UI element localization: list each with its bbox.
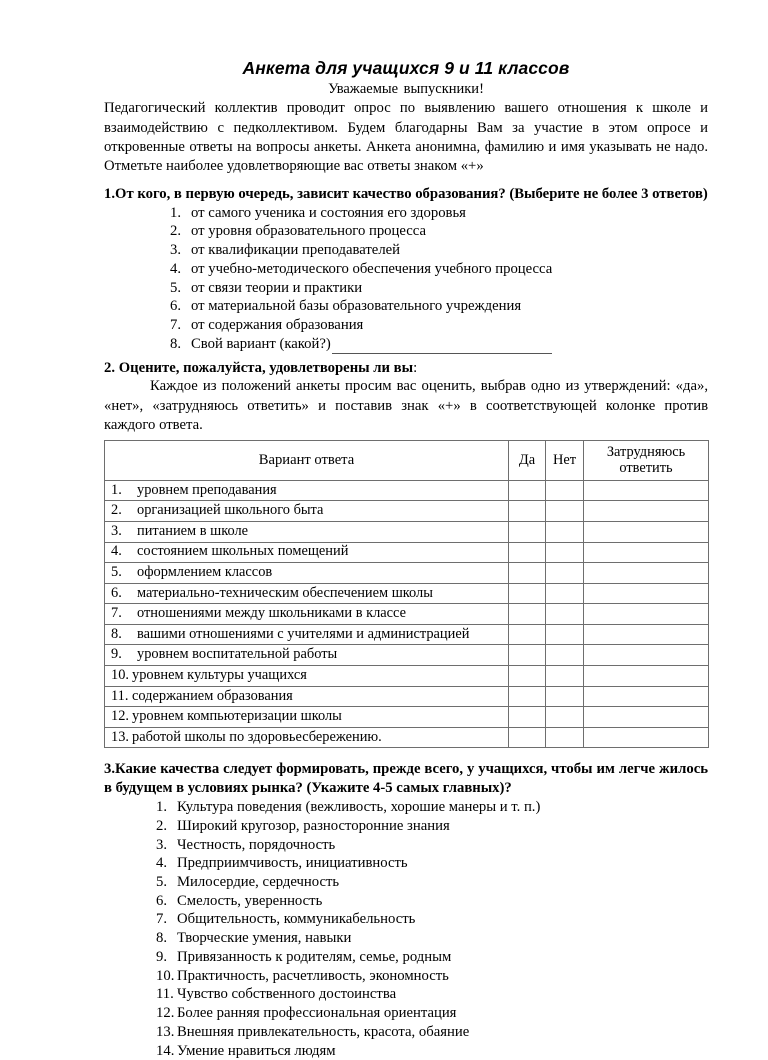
- row-number: 11.: [111, 687, 129, 704]
- row-text: уровнем компьютеризации школы: [132, 708, 342, 725]
- row-number: 1.: [111, 481, 122, 498]
- table-row: [105, 624, 709, 645]
- option-number: 6.: [156, 892, 168, 909]
- option-number: 6.: [170, 298, 182, 315]
- option-number: 5.: [170, 279, 182, 296]
- row-text: состоянием школьных помещений: [137, 543, 349, 560]
- checkbox-cell-hard[interactable]: [584, 501, 709, 522]
- own-variant-write-in-field[interactable]: [332, 339, 552, 354]
- list-item: [156, 817, 708, 836]
- checkbox-cell-no[interactable]: [546, 542, 584, 563]
- option-number: 7.: [156, 911, 168, 928]
- table-row: [105, 521, 709, 542]
- row-label: [105, 686, 509, 707]
- checkbox-cell-hard[interactable]: [584, 727, 709, 748]
- option-number: 9.: [156, 948, 168, 965]
- checkbox-cell-yes[interactable]: [509, 624, 546, 645]
- row-number: 6.: [111, 584, 122, 601]
- question-3-heading: 3.Какие качества следует формировать, прежде всего, у учащихся, чтобы им легче жилось в будущем в условиях рынка? (Укажите 4-5 самых главных)?: [104, 761, 708, 797]
- column-header-no: Нет: [546, 440, 584, 480]
- checkbox-cell-yes[interactable]: [509, 480, 546, 501]
- checkbox-cell-hard[interactable]: [584, 604, 709, 625]
- row-number: 9.: [111, 646, 122, 663]
- checkbox-cell-no[interactable]: [546, 583, 584, 604]
- row-label: [105, 707, 509, 728]
- option-number: 10.: [156, 967, 175, 984]
- checkbox-cell-no[interactable]: [546, 686, 584, 707]
- row-label: [105, 501, 509, 522]
- page-title: Анкета для учащихся 9 и 11 классов: [242, 58, 570, 78]
- list-item: [156, 854, 708, 873]
- list-item: [156, 873, 708, 892]
- checkbox-cell-hard[interactable]: [584, 542, 709, 563]
- table-row: [105, 501, 709, 522]
- option-label: от квалификации преподавателей: [191, 242, 401, 259]
- row-number: 7.: [111, 605, 122, 622]
- document-body: [104, 58, 708, 1060]
- option-label: Общительность, коммуникабельность: [177, 911, 416, 928]
- list-item: [156, 985, 708, 1004]
- row-label: [105, 583, 509, 604]
- row-number: 5.: [111, 563, 122, 580]
- option-number: 2.: [156, 817, 168, 834]
- option-number: 4.: [156, 855, 168, 872]
- question-3-options: [156, 798, 708, 1060]
- checkbox-cell-no[interactable]: [546, 666, 584, 687]
- option-label: от содержания образования: [191, 317, 364, 334]
- table-row: [105, 645, 709, 666]
- row-label: [105, 624, 509, 645]
- option-label: от самого ученика и состояния его здоровья: [191, 204, 466, 221]
- option-label: Чувство собственного достоинства: [177, 986, 397, 1003]
- column-header-hard-to-answer: [584, 440, 709, 480]
- checkbox-cell-hard[interactable]: [584, 666, 709, 687]
- table-row: [105, 563, 709, 584]
- row-number: 4.: [111, 543, 122, 560]
- table-row: [105, 707, 709, 728]
- table-row: [105, 542, 709, 563]
- table-row: [105, 583, 709, 604]
- column-header-yes: Да: [509, 440, 546, 480]
- option-label: Широкий кругозор, разносторонние знания: [177, 817, 450, 834]
- table-row: [105, 686, 709, 707]
- list-item: [170, 222, 708, 241]
- list-item: [170, 297, 708, 316]
- row-text: оформлением классов: [137, 563, 273, 580]
- row-text: работой школы по здоровьесбережению.: [132, 728, 382, 745]
- list-item: [170, 260, 708, 279]
- row-label: [105, 542, 509, 563]
- question-1-options: [170, 204, 708, 354]
- column-header-hard-line1: Затрудняюсь: [606, 444, 686, 461]
- checkbox-cell-hard[interactable]: [584, 563, 709, 584]
- option-number: 13.: [156, 1023, 175, 1040]
- row-number: 12.: [111, 708, 129, 725]
- question-2-heading-colon: :: [413, 359, 418, 376]
- option-label: от учебно-методического обеспечения учебного процесса: [191, 260, 553, 277]
- row-label: [105, 604, 509, 625]
- checkbox-cell-hard[interactable]: [584, 624, 709, 645]
- row-number: 3.: [111, 522, 122, 539]
- column-header-hard-line2: ответить: [619, 460, 673, 477]
- checkbox-cell-hard[interactable]: [584, 645, 709, 666]
- option-label: Смелость, уверенность: [177, 892, 323, 909]
- option-number: 7.: [170, 317, 182, 334]
- list-item: [170, 241, 708, 260]
- question-2-instruction: [104, 377, 708, 434]
- list-item: [170, 204, 708, 223]
- question-1-heading: 1.От кого, в первую очередь, зависит качество образования? (Выберите не более 3 ответов): [104, 185, 708, 202]
- list-item: [156, 1023, 708, 1042]
- list-item: [156, 929, 708, 948]
- checkbox-cell-yes[interactable]: [509, 521, 546, 542]
- satisfaction-table: [104, 440, 709, 749]
- table-header: [105, 440, 709, 480]
- row-text: материально-техническим обеспечением школы: [137, 584, 433, 601]
- option-number: 8.: [156, 930, 168, 947]
- option-number: 3.: [170, 242, 182, 259]
- checkbox-cell-hard[interactable]: [584, 521, 709, 542]
- checkbox-cell-no[interactable]: [546, 727, 584, 748]
- question-2-instruction-text: Каждое из положений анкеты просим вас оценить, выбрав одно из утверждений: «да», «нет», «затрудняюсь ответить» и поставив знак «+» в соответствующей колонке против каждого ответа.: [104, 378, 708, 433]
- table-header-row: [105, 440, 709, 480]
- checkbox-cell-hard[interactable]: [584, 686, 709, 707]
- option-label: Внешняя привлекательность, красота, обаяние: [177, 1023, 470, 1040]
- option-label: от связи теории и практики: [191, 279, 363, 296]
- option-number: 2.: [170, 223, 182, 240]
- option-number: 11.: [156, 986, 174, 1003]
- list-item-own-variant: [170, 335, 708, 354]
- option-label: Умение нравиться людям: [177, 1042, 336, 1059]
- checkbox-cell-no[interactable]: [546, 624, 584, 645]
- row-text: уровнем преподавания: [137, 481, 277, 498]
- row-number: 10.: [111, 666, 129, 683]
- option-number: 8.: [170, 335, 182, 352]
- option-number: 5.: [156, 874, 168, 891]
- checkbox-cell-yes[interactable]: [509, 501, 546, 522]
- list-item: [156, 948, 708, 967]
- list-item: [156, 1004, 708, 1023]
- row-text: отношениями между школьниками в классе: [137, 605, 406, 622]
- option-label: от уровня образовательного процесса: [191, 223, 426, 240]
- row-text: уровнем воспитательной работы: [137, 646, 338, 663]
- checkbox-cell-no[interactable]: [546, 645, 584, 666]
- row-number: 13.: [111, 728, 129, 745]
- list-item: [156, 798, 708, 817]
- row-number: 8.: [111, 625, 122, 642]
- option-label: Творческие умения, навыки: [177, 930, 352, 947]
- row-text: организацией школьного быта: [137, 502, 324, 519]
- list-item: [156, 967, 708, 986]
- checkbox-cell-hard[interactable]: [584, 707, 709, 728]
- checkbox-cell-yes[interactable]: [509, 727, 546, 748]
- checkbox-cell-yes[interactable]: [509, 604, 546, 625]
- row-text: содержанием образования: [132, 687, 293, 704]
- checkbox-cell-no[interactable]: [546, 563, 584, 584]
- row-label: [105, 666, 509, 687]
- list-item: [170, 316, 708, 335]
- question-2-heading-text: 2. Оцените, пожалуйста, удовлетворены ли вы: [104, 359, 414, 376]
- table-row: [105, 604, 709, 625]
- checkbox-cell-hard[interactable]: [584, 583, 709, 604]
- checkbox-cell-yes[interactable]: [509, 666, 546, 687]
- checkbox-cell-no[interactable]: [546, 480, 584, 501]
- row-text: вашими отношениями с учителями и администрацией: [137, 625, 470, 642]
- checkbox-cell-yes[interactable]: [509, 686, 546, 707]
- table-row: [105, 727, 709, 748]
- checkbox-cell-no[interactable]: [546, 604, 584, 625]
- list-item: [156, 1042, 708, 1060]
- option-label: от материальной базы образовательного учреждения: [191, 298, 522, 315]
- row-text: уровнем культуры учащихся: [132, 666, 307, 683]
- checkbox-cell-no[interactable]: [546, 521, 584, 542]
- row-label: [105, 645, 509, 666]
- list-item: [156, 910, 708, 929]
- option-label: Милосердие, сердечность: [177, 874, 340, 891]
- option-number: 1.: [156, 799, 168, 816]
- checkbox-cell-yes[interactable]: [509, 583, 546, 604]
- option-number: 4.: [170, 260, 182, 277]
- option-label: Свой вариант (какой?): [191, 335, 331, 352]
- list-item: [170, 279, 708, 298]
- row-text: питанием в школе: [137, 522, 249, 539]
- table-body: [105, 480, 709, 748]
- checkbox-cell-yes[interactable]: [509, 563, 546, 584]
- document-subtitle: Уважаемые выпускники!: [328, 81, 484, 98]
- option-number: 3.: [156, 836, 168, 853]
- question-2-heading: [104, 359, 708, 378]
- table-row: [105, 480, 709, 501]
- table-row: [105, 666, 709, 687]
- checkbox-cell-yes[interactable]: [509, 707, 546, 728]
- option-number: 1.: [170, 204, 182, 221]
- list-item: [156, 836, 708, 855]
- checkbox-cell-no[interactable]: [546, 501, 584, 522]
- row-label: [105, 563, 509, 584]
- row-label: [105, 480, 509, 501]
- row-label: [105, 727, 509, 748]
- option-label: Честность, порядочность: [177, 836, 336, 853]
- option-label: Культура поведения (вежливость, хорошие манеры и т. п.): [177, 799, 541, 816]
- checkbox-cell-no[interactable]: [546, 707, 584, 728]
- row-number: 2.: [111, 502, 122, 519]
- option-number: 14.: [156, 1042, 175, 1059]
- checkbox-cell-hard[interactable]: [584, 480, 709, 501]
- option-label: Практичность, расчетливость, экономность: [177, 967, 449, 984]
- option-label: Предприимчивость, инициативность: [177, 855, 408, 872]
- list-item: [156, 892, 708, 911]
- checkbox-cell-yes[interactable]: [509, 645, 546, 666]
- option-number: 12.: [156, 1005, 175, 1022]
- option-label: Более ранняя профессиональная ориентация: [177, 1005, 457, 1022]
- column-header-variant: Вариант ответа: [105, 440, 509, 480]
- option-label: Привязанность к родителям, семье, родным: [177, 948, 452, 965]
- intro-paragraph: Педагогический коллектив проводит опрос по выявлению вашего отношения к школе и взаимодействию с педколлективом. Будем благодарны Вам за участие в этом опросе и откровенные ответы на вопросы анкеты. Анкета анонимна, фамилию и имя указывать не надо. Отметьте наиболее удовлетворяющие вас ответы знаком «+»: [104, 100, 708, 174]
- row-label: [105, 521, 509, 542]
- checkbox-cell-yes[interactable]: [509, 542, 546, 563]
